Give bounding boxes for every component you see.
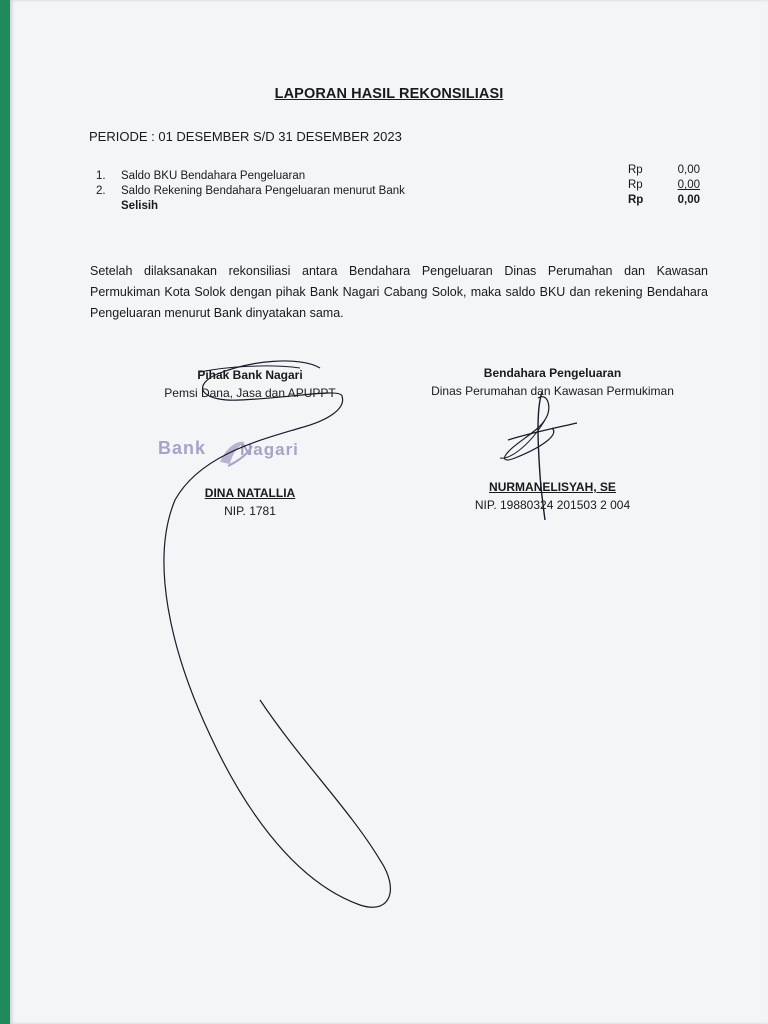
signatory-title: Pihak Bank Nagari [197,368,303,382]
signatory-title: Bendahara Pengeluaran [483,366,622,380]
signatory-name: NURMANELISYAH, SE [489,480,616,494]
item-label: Saldo BKU Bendahara Pengeluaran [121,170,306,182]
stamp-logo-icon [150,432,320,472]
item-row [96,184,405,199]
amount-row [628,178,700,193]
currency: Rp [628,179,643,191]
signatory-right [410,364,695,512]
amounts-column [628,163,700,208]
stamp-text: Nagari [240,440,299,459]
signatory-nip: NIP. 19880324 201503 2 004 [474,498,631,512]
signatory-nip: NIP. 1781 [224,504,276,518]
signatory-subtitle: Pemsi Dana, Jasa dan APUPPT [164,386,336,400]
item-row [96,169,405,184]
reconciliation-items [96,169,405,214]
document-title: LAPORAN HASIL REKONSILIASI [274,86,504,102]
signatory-subtitle: Dinas Perumahan dan Kawasan Permukiman [431,384,674,398]
amount-row [628,163,700,178]
bank-stamp [150,432,320,472]
signatory-left [130,366,370,518]
document-page [10,0,768,1024]
amount-value: 0,00 [677,164,700,176]
stamp-text: Bank [158,438,207,458]
period-text: PERIODE : 01 DESEMBER S/D 31 DESEMBER 2023 [89,129,402,144]
statement-paragraph: Setelah dilaksanakan rekonsiliasi antara Bendahara Pengeluaran Dinas Perumahan dan Kawasan Permukiman Kota Solok dengan pihak Bank Nagari Cabang Solok, maka saldo BKU dan rekening Bendahara Pengeluaran menurut Bank dinyatakan sama. [90,264,708,320]
item-number: 1. [96,170,106,182]
signatory-name: DINA NATALLIA [204,486,296,500]
amount-value: 0,00 [677,179,700,191]
item-number: 2. [96,185,106,197]
item-label: Saldo Rekening Bendahara Pengeluaran menurut Bank [121,185,405,197]
total-amount-row [628,193,700,208]
total-label: Selisih [121,200,159,212]
currency: Rp [628,194,644,206]
currency: Rp [628,164,643,176]
total-amount-value: 0,00 [677,194,700,206]
